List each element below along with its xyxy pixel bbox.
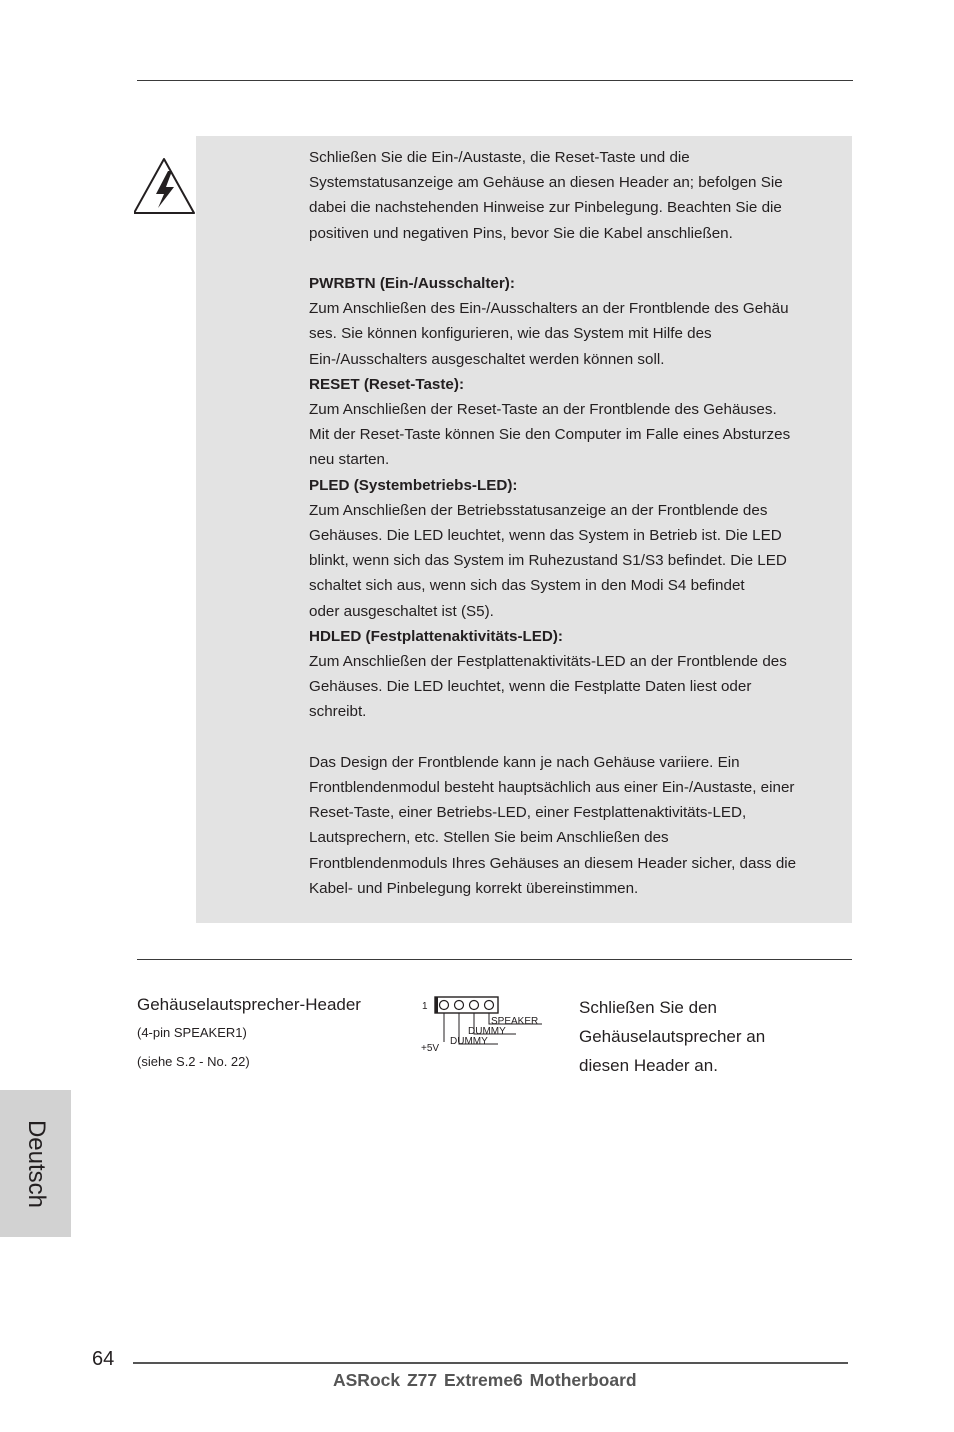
speaker-header-diagram bbox=[418, 992, 548, 1054]
pin-4 bbox=[485, 1001, 494, 1010]
reset-line: Zum Anschließen der Reset-Taste an der Frontblende des Gehäuses. bbox=[309, 401, 777, 419]
speaker-header-title: Gehäuselautsprecher-Header bbox=[137, 995, 361, 1014]
intro-line: Systemstatusanzeige am Gehäuse an diesen Header an; befolgen Sie bbox=[309, 174, 783, 192]
design-line: Frontblendenmodul besteht hauptsächlich aus einer Ein-/Austaste, einer bbox=[309, 779, 795, 797]
pled-line: schaltet sich aus, wenn sich das System in den Modi S4 befindet bbox=[309, 577, 745, 595]
pwrbtn-heading: PWRBTN (Ein-/Ausschalter): bbox=[309, 275, 515, 292]
pin1-marker bbox=[435, 997, 438, 1013]
hdled-line: Zum Anschließen der Festplattenaktivitäts-LED an der Frontblende des bbox=[309, 653, 787, 671]
label-5v: +5V bbox=[421, 1043, 440, 1054]
pwrbtn-line: Ein-/Ausschalters ausgeschaltet werden können soll. bbox=[309, 350, 665, 368]
design-line: Lautsprechern, etc. Stellen Sie beim Anschließen des bbox=[309, 829, 669, 847]
intro-line: Schließen Sie die Ein-/Austaste, die Reset-Taste und die bbox=[309, 149, 690, 166]
design-line: Das Design der Frontblende kann je nach Gehäuse variiere. Ein bbox=[309, 753, 740, 771]
hdled-line: schreibt. bbox=[309, 703, 367, 721]
label-dummy-1: DUMMY bbox=[468, 1026, 506, 1037]
pled-heading: PLED (Systembetriebs-LED): bbox=[309, 476, 518, 494]
hdled-line: Gehäuses. Die LED leuchtet, wenn die Festplatte Daten liest oder bbox=[309, 678, 752, 696]
speaker-pin-label: (4-pin SPEAKER1) bbox=[137, 1025, 247, 1040]
pin1-label: 1 bbox=[422, 1001, 428, 1012]
speaker-desc-line: diesen Header an. bbox=[579, 1056, 718, 1075]
reset-line: Mit der Reset-Taste können Sie den Computer im Falle eines Absturzes bbox=[309, 426, 791, 444]
design-line: Kabel- und Pinbelegung korrekt übereinstimmen. bbox=[309, 879, 639, 897]
intro-line: dabei die nachstehenden Hinweise zur Pinbelegung. Beachten Sie die bbox=[309, 199, 782, 217]
pwrbtn-line: Zum Anschließen des Ein-/Ausschalters an der Frontblende des Gehäu bbox=[309, 300, 789, 318]
design-line: Frontblendenmoduls Ihres Gehäuses an diesem Header sicher, dass die bbox=[309, 854, 797, 872]
language-tab bbox=[0, 1090, 71, 1237]
reset-heading: RESET (Reset-Taste): bbox=[309, 375, 464, 393]
speaker-desc-line: Gehäuselautsprecher an bbox=[579, 1027, 766, 1046]
pled-line: blinkt, wenn sich das System im Ruhezustand S1/S3 befindet. Die LED bbox=[309, 552, 787, 570]
page-number: 64 bbox=[92, 1348, 115, 1370]
label-dummy-2: DUMMY bbox=[450, 1036, 488, 1047]
speaker-desc-line: Schließen Sie den bbox=[579, 998, 717, 1017]
pin-1 bbox=[440, 1001, 449, 1010]
section-rule bbox=[137, 959, 852, 960]
label-speaker: SPEAKER bbox=[491, 1016, 539, 1027]
design-line: Reset-Taste, einer Betriebs-LED, einer Festplattenaktivitäts-LED, bbox=[309, 804, 747, 822]
reset-line: neu starten. bbox=[309, 451, 390, 469]
warning-text bbox=[309, 145, 857, 901]
hdled-heading: HDLED (Festplattenaktivitäts-LED): bbox=[309, 627, 563, 645]
top-rule bbox=[137, 80, 853, 81]
pled-line: oder ausgeschaltet ist (S5). bbox=[309, 602, 494, 620]
pin-2 bbox=[455, 1001, 464, 1010]
speaker-description bbox=[579, 993, 839, 1080]
pled-line: Gehäuses. Die LED leuchtet, wenn das System in Betrieb ist. Die LED bbox=[309, 527, 782, 545]
language-tab-label: Deutsch bbox=[23, 1119, 50, 1209]
intro-line: positiven und negativen Pins, bevor Sie die Kabel anschließen. bbox=[309, 224, 733, 242]
speaker-ref-label: (siehe S.2 - No. 22) bbox=[137, 1054, 250, 1069]
pwrbtn-line: ses. Sie können konfigurieren, wie das System mit Hilfe des bbox=[309, 325, 712, 343]
warning-icon bbox=[134, 156, 198, 218]
pin-3 bbox=[470, 1001, 479, 1010]
footer-title: ASRock Z77 Extreme6 Motherboard bbox=[333, 1370, 637, 1390]
header-body bbox=[435, 997, 498, 1013]
pled-line: Zum Anschließen der Betriebsstatusanzeige an der Frontblende des bbox=[309, 501, 768, 519]
footer-rule bbox=[133, 1362, 848, 1364]
